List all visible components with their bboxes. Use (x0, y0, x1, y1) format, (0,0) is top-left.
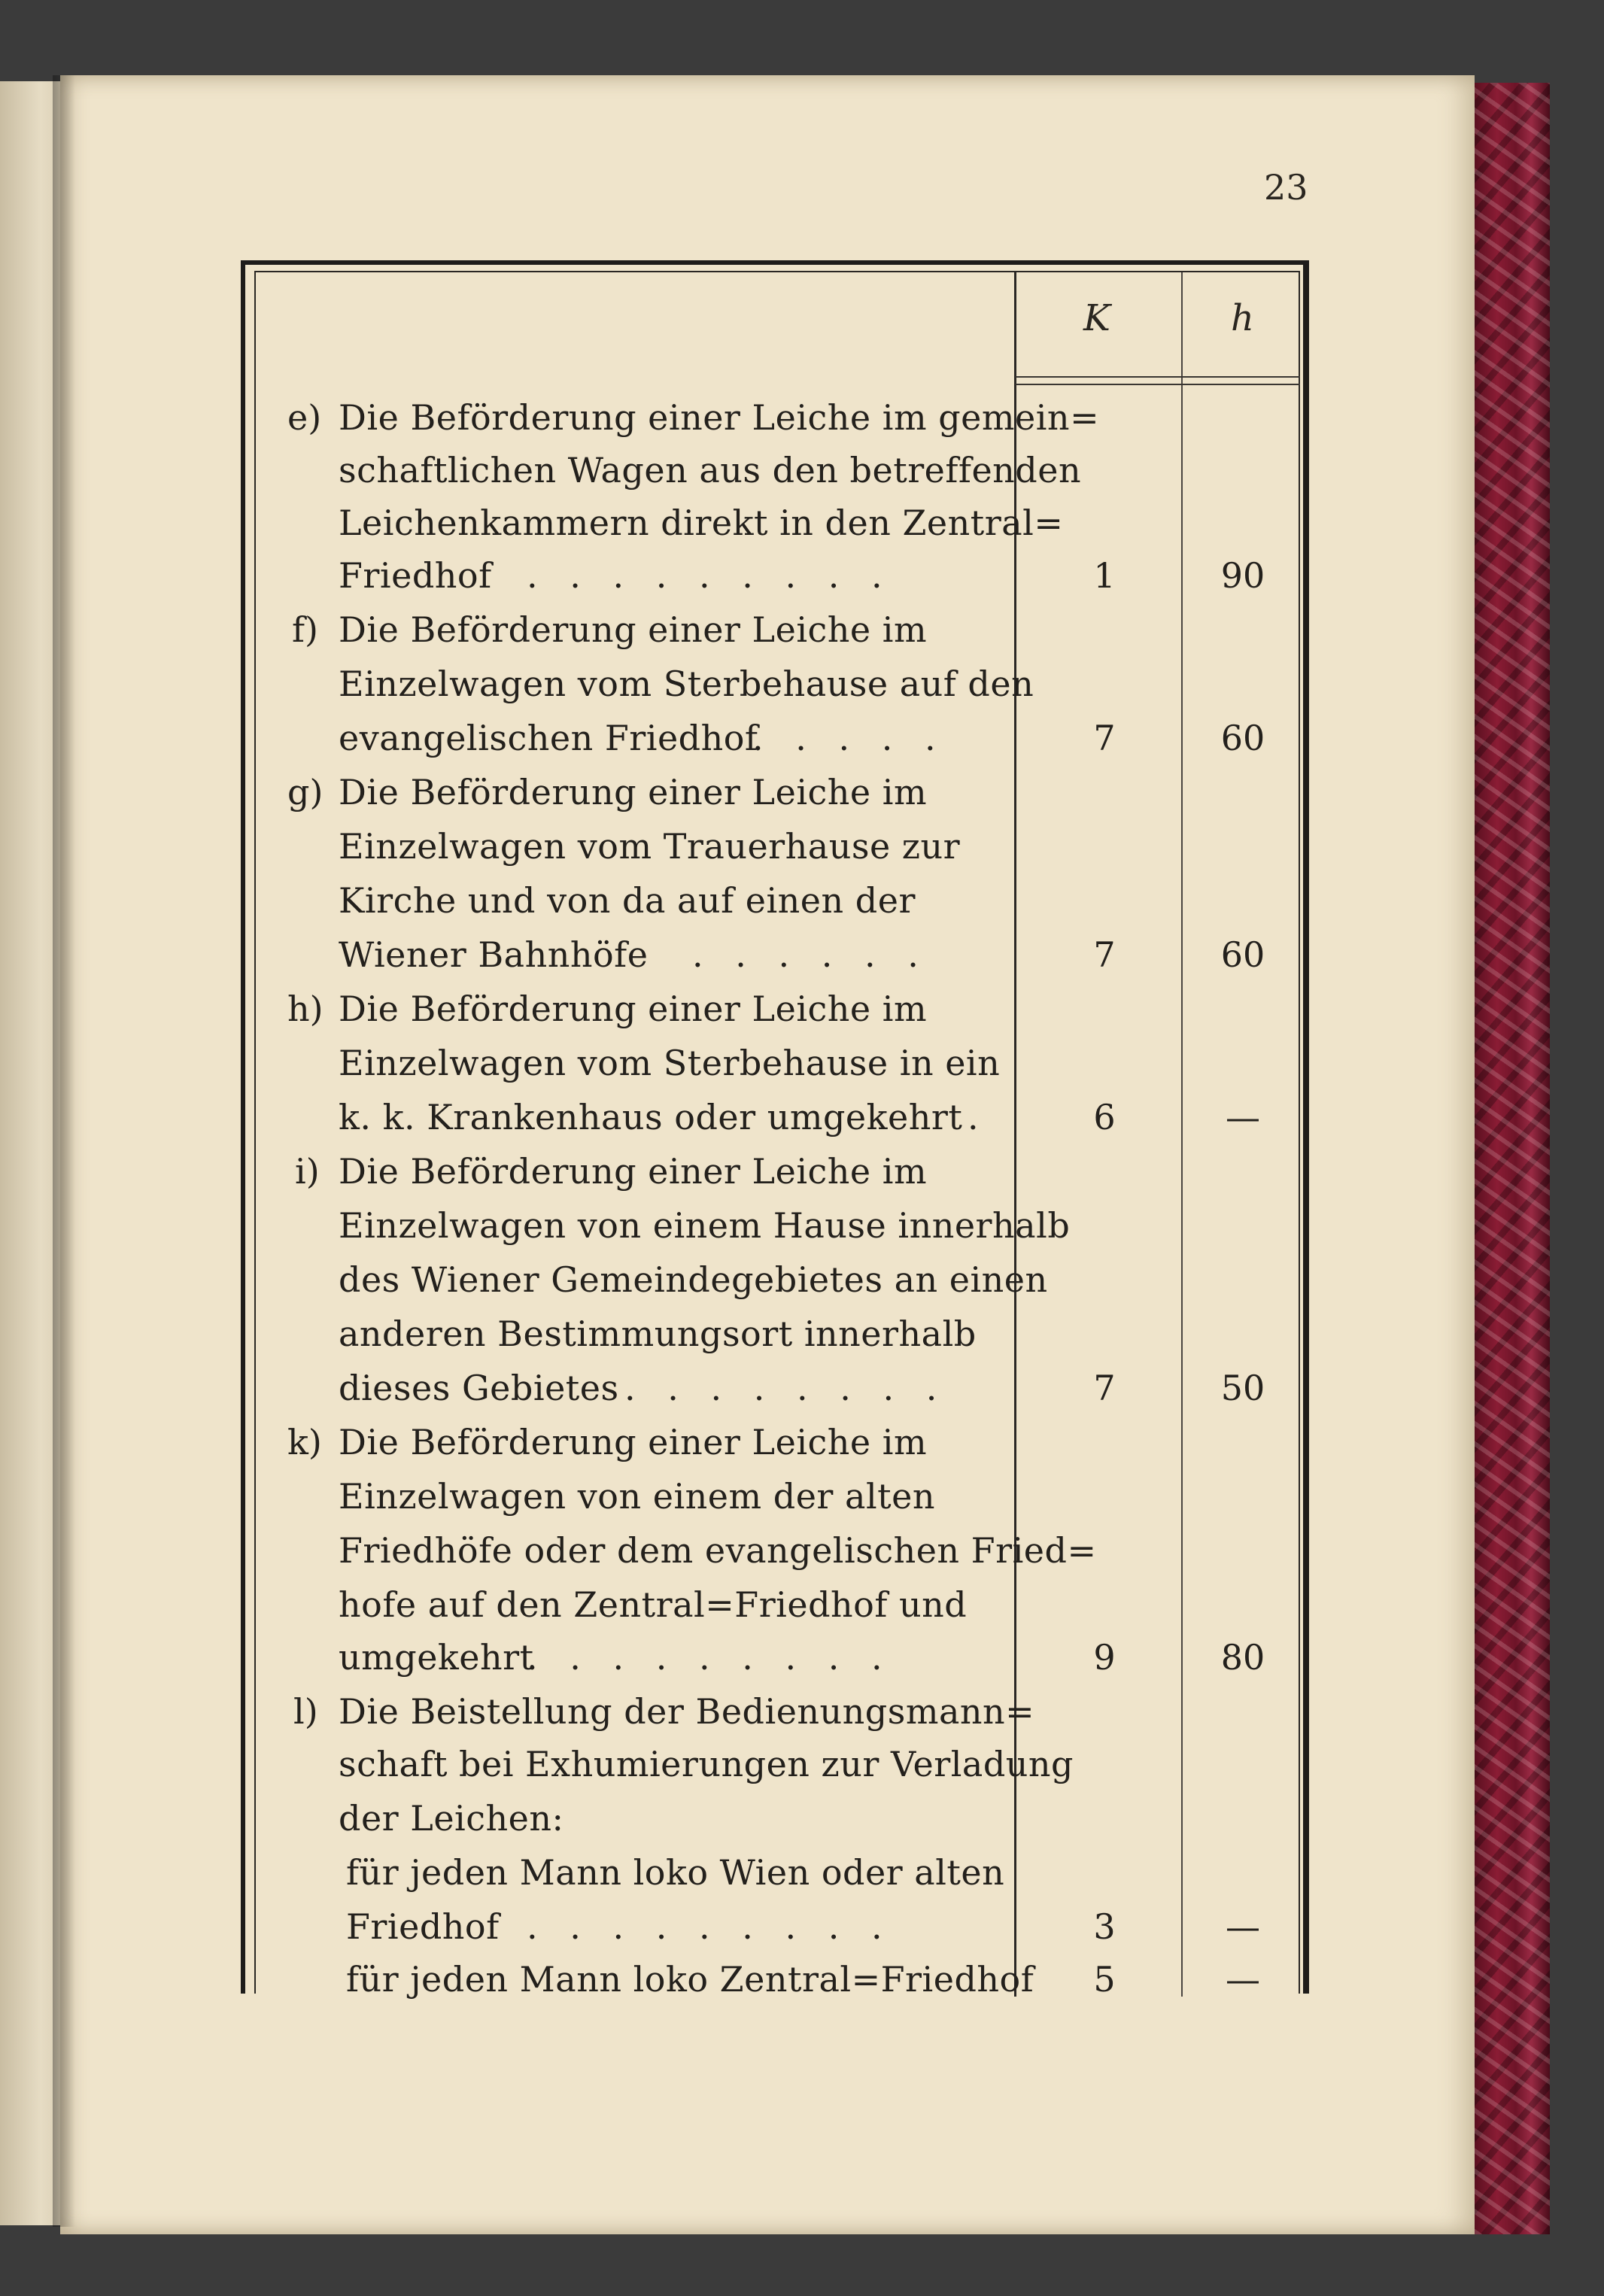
entry-text-line: Die Beförderung einer Leiche im (339, 772, 928, 812)
price-k: 7 (1093, 1368, 1116, 1408)
spine-shadow (53, 75, 75, 2227)
entry-text-line: Einzelwagen vom Sterbehause auf den (339, 664, 1034, 704)
price-k: 7 (1093, 934, 1116, 975)
entry-text-line: für jeden Mann loko Zentral=Friedhof (346, 1959, 1034, 2000)
entry-label: l) (293, 1691, 318, 1732)
price-k: 1 (1093, 555, 1116, 596)
price-h: 90 (1220, 555, 1265, 596)
entry-text-line: dieses Gebietes (339, 1368, 619, 1408)
entry-text-line: Die Beistellung der Bedienungsmann= (339, 1691, 1035, 1732)
entry-label: f) (292, 609, 318, 650)
entry-text-line: schaftlichen Wagen aus den betreffenden (339, 450, 1082, 490)
price-k: 5 (1093, 1959, 1116, 2000)
entry-text-line: Die Beförderung einer Leiche im (339, 989, 928, 1029)
entry-text-line: hofe auf den Zentral=Friedhof und (339, 1584, 968, 1625)
entry-text-line: Einzelwagen von einem der alten (339, 1476, 936, 1517)
entry-text-line: Friedhof (346, 1906, 500, 1947)
entry-text-line: für jeden Mann loko Wien oder alten (346, 1852, 1005, 1893)
column-header-h: h (1231, 297, 1254, 339)
entry-text-line: des Wiener Gemeindegebietes an einen (339, 1259, 1048, 1300)
entry-label: g) (287, 772, 324, 812)
price-h: — (1226, 1097, 1260, 1137)
entry-text-line: Die Beförderung einer Leiche im (339, 1422, 928, 1462)
entry-label: h) (287, 989, 324, 1029)
entry-label: i) (295, 1151, 320, 1192)
entry-label: k) (287, 1422, 322, 1462)
entry-text-line: Einzelwagen vom Sterbehause in ein (339, 1043, 1001, 1083)
leader-dots: . . . . . . . . (624, 1368, 948, 1408)
leader-dots: . . . . . . . . . (527, 1906, 893, 1947)
entry-text-line: evangelischen Friedhof (339, 718, 758, 758)
entry-text-line: Leichenkammern direkt in den Zentral= (339, 503, 1064, 543)
entry-text-line: Einzelwagen vom Trauerhause zur (339, 826, 961, 867)
price-h: 50 (1220, 1368, 1265, 1408)
marbled-cover-edge (1475, 83, 1550, 2234)
leader-dots: . . . . . (752, 718, 946, 758)
header-rule-top (1016, 376, 1300, 378)
page-number: 23 (1264, 167, 1308, 208)
price-h: — (1226, 1906, 1260, 1947)
entry-text-line: anderen Bestimmungsort innerhalb (339, 1314, 977, 1354)
price-k: 3 (1093, 1906, 1116, 1947)
price-h: 60 (1220, 718, 1265, 758)
leader-dots: . . . . . . . . . (527, 555, 893, 596)
entry-text-line: Kirche und von da auf einen der (339, 880, 916, 921)
entry-text-line: Wiener Bahnhöfe (339, 934, 649, 975)
column-divider-kh (1181, 272, 1183, 1997)
price-h: 80 (1220, 1637, 1265, 1678)
entry-label: e) (287, 397, 322, 438)
entry-text-line: Die Beförderung einer Leiche im (339, 609, 928, 650)
column-header-k: K (1083, 297, 1110, 339)
entry-text-line: Einzelwagen von einem Hause innerhalb (339, 1205, 1071, 1246)
leader-dots: . (968, 1097, 989, 1137)
price-k: 6 (1093, 1097, 1116, 1137)
leader-dots: . . . . . . (692, 934, 929, 975)
entry-text-line: Friedhöfe oder dem evangelischen Fried= (339, 1530, 1097, 1571)
price-k: 7 (1093, 718, 1116, 758)
price-k: 9 (1093, 1637, 1116, 1678)
entry-text-line: schaft bei Exhumierungen zur Verladung (339, 1744, 1074, 1784)
entry-text-line: Die Beförderung einer Leiche im (339, 1151, 928, 1192)
price-h: 60 (1220, 934, 1265, 975)
leader-dots: . . . . . . . . . (527, 1637, 893, 1678)
entry-text-line: der Leichen: (339, 1798, 564, 1839)
entry-text-line: Friedhof (339, 555, 492, 596)
entry-text-line: Die Beförderung einer Leiche im gemein= (339, 397, 1100, 438)
entry-text-line: k. k. Krankenhaus oder umgekehrt (339, 1097, 963, 1137)
entry-text-line: umgekehrt (339, 1637, 534, 1678)
header-rule-bottom (1016, 384, 1300, 385)
price-h: — (1226, 1959, 1260, 2000)
